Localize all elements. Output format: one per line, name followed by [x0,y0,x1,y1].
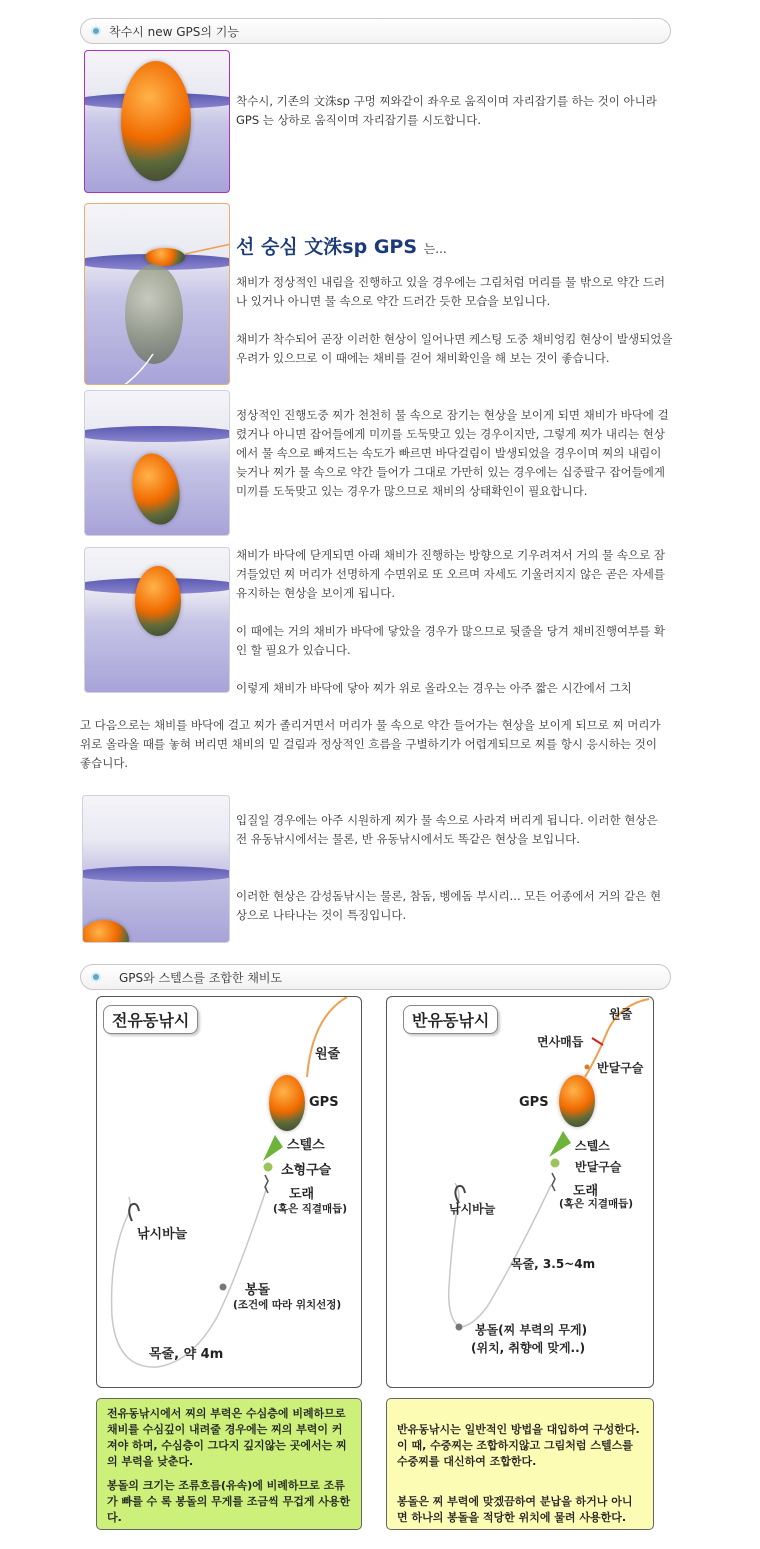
block4-p2: 이 때에는 거의 채비가 바닥에 닿았을 경우가 많으므로 뒷줄을 당겨 채비진행여부를 확인 할 필요가 있습니다. [236,624,666,657]
photo-float-bite [82,795,230,943]
float-upright-icon [135,566,181,636]
label-gps: GPS [519,1095,549,1110]
label-half-bead: 반달구슬 [575,1160,622,1174]
diagram-full-drift [96,996,362,1388]
heading-suffix: 는... [423,242,447,256]
float-disappearing-icon [82,920,129,943]
note-text: 전유동낚시에서 찌의 부력은 수심층에 비례하므로 채비를 수심깊이 내려줄 경우에는 찌의 부력이 커져야 하며, 수심층이 그다지 깊지않는 곳에서는 찌의 부력을 낮춘다. [107,1407,347,1468]
note-half-drift [386,1398,654,1530]
block5-p2: 이러한 현상은 감성돔낚시는 물론, 참돔, 벵에돔 부시리... 모든 어종에서 거의 같은 현상으로 나타나는 것이 특징입니다. [236,889,662,922]
label-swivel-note: (혹은 직결매듭) [273,1203,348,1215]
section-header-gps-function [80,18,671,44]
bullet-icon [91,972,101,982]
label-leader: 목줄, 약 4m [149,1347,224,1362]
block4-p3-start: 이렇게 채비가 바닥에 닿아 찌가 위로 올라오는 경우는 아주 짧은 시간에서 그치 [236,681,632,695]
label-stealth: 스텔스 [287,1138,325,1153]
block4-p1: 채비가 바닥에 닫게되면 아래 채비가 진행하는 방향으로 기우려져서 거의 물 속으로 잠겨들었던 찌 머리가 선명하게 수면위로 또 오르며 자세도 기울러지지 않은 곧은 자세를 유지하는 현상을 보이게 됩니다. [236,548,666,600]
block1-text: 착수시, 기존의 文洙sp 구멍 찌와같이 좌우로 움직이며 자리잡기를 하는 것이 아니라 GPS 는 상하로 움직이며 자리잡기를 시도합니다. [236,94,657,127]
label-sinker-note: (위치, 취향에 맞게..) [471,1341,586,1355]
label-half-bead-top: 반달구슬 [597,1061,644,1075]
label-sinker-note: (조건에 따라 위치선정) [233,1299,342,1311]
photo-float-landing [84,50,230,193]
float-gps-icon [121,61,191,181]
label-gps: GPS [309,1095,339,1110]
block2-p1: 채비가 정상적인 내림을 진행하고 있을 경우에는 그림처럼 머리를 물 밖으로 약간 드러나 있거나 아니면 물 속으로 약간 드러간 듯한 모습을 보입니다. [236,275,666,308]
bullet-icon [91,26,101,36]
photo-float-bottom [84,547,230,693]
section-title: GPS와 스텔스를 조합한 채비도 [119,971,283,985]
label-swivel: 도래 [289,1187,315,1202]
label-bead: 소형구슬 [281,1163,332,1178]
diagram-half-drift [386,996,654,1388]
label-line: 원줄 [609,1007,633,1021]
diagram-tag: 전유동낚시 [103,1005,198,1034]
label-swivel-note: (혹은 지결매듭) [559,1198,634,1210]
block3-text: 정상적인 진행도중 찌가 천천히 물 속으로 잠기는 현상을 보이게 되면 채비가 바닥에 걸렸거나 아니면 잡어들에게 미끼를 도둑맞고 있는 경우이지만, 그렇게 찌가 내리는 현상에서 물 속으로 빠져드는 속도가 빠르면 바닥걸림이 발생되었을 경우이며 찌의 내림이 늦거나 찌가 물 속으로 약간 들어가 그대로 가만히 있는 경우에는 십중팔구 잡어들에게 미끼를 도둑맞고 있는 경우가 많으므로 채비의 상태확인이 필요합니다. [236,408,669,498]
block4-p3-rest: 고 다음으로는 채비를 바닥에 걸고 찌가 졸리거면서 머리가 물 속으로 약간 들어가는 현상을 보이게 되므로 찌 머리가 위로 올라올 때를 놓혀 버리면 채비의 밑 걸림과 정상적인 흐름을 구별하기가 어렵게되므로 찌를 항시 응시하는 것이 좋습니다. [80,718,661,770]
label-hook: 낚시바늘 [449,1202,496,1216]
gps-float-icon [559,1075,595,1127]
note-text-2: 봉돌은 찌 부력에 맞겠끔하여 분납을 하거나 아니면 하나의 봉돌을 적당한 위치에 물려 사용한다. [397,1495,633,1524]
photo-float-normal [84,203,230,385]
note-full-drift [96,1398,362,1530]
photo-float-sinking [84,390,230,536]
label-knot: 면사매듭 [537,1035,584,1049]
block2-p2: 채비가 착수되어 곧장 이러한 현상이 일어나면 케스팅 도중 채비엉킴 현상이 발생되었을 우려가 있으므로 이 때에는 채비를 걷어 채비확인을 해 보는 것이 좋습니다. [236,332,673,365]
label-line: 원줄 [315,1047,341,1062]
note-text: 반유동낚시는 일반적인 방법을 대입하여 구성한다. 이 때, 수중찌는 조합하지않고 그림처럼 스텔스를 수중찌를 대신하여 조합한다. [397,1423,640,1468]
note-text-2: 봉돌의 크기는 조류흐름(유속)에 비례하므로 조류가 빠를 수 록 봉돌의 무게를 조금씩 무겁게 사용한다. [107,1479,351,1524]
label-swivel: 도래 [573,1184,599,1199]
label-hook: 낚시바늘 [137,1227,188,1242]
label-sinker: 봉돌(찌 부력의 무게) [475,1323,588,1337]
float-sinking-icon [126,449,186,529]
label-leader: 목줄, 3.5~4m [511,1257,596,1271]
label-sinker: 봉돌 [245,1283,271,1298]
diagram-tag: 반유동낚시 [403,1005,498,1034]
label-stealth: 스텔스 [575,1139,610,1153]
section-title: 착수시 new GPS의 기능 [109,25,239,39]
section-header-rig-diagram [80,964,671,990]
block5-p1: 입질일 경우에는 아주 시원하게 찌가 물 속으로 사라져 버리게 됩니다. 이러한 현상은 전 유동낚시에서는 물론, 반 유동낚시에서도 똑같은 현상을 보입니다. [236,813,658,846]
heading-text: 선 숭심 文洙sp GPS [236,236,418,258]
gps-float-icon [269,1075,305,1131]
block2-heading [236,232,447,259]
